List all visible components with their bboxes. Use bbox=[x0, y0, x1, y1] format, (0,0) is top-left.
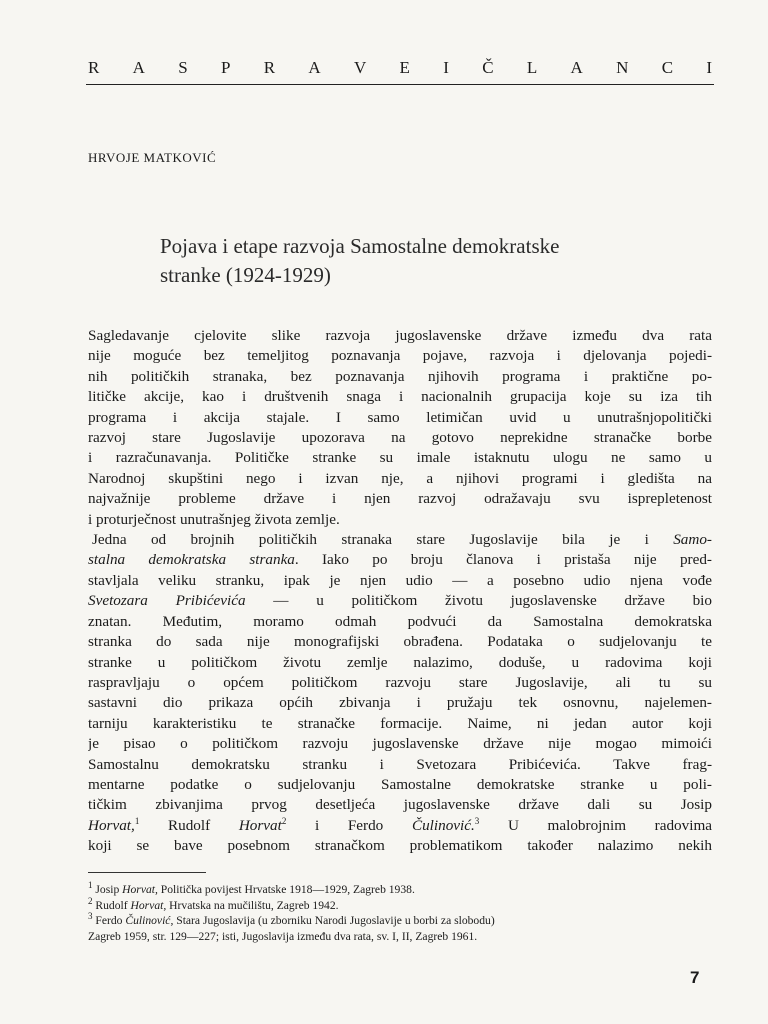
running-head-rule bbox=[86, 84, 714, 85]
body-line: razvoj stare Jugoslavije upozorava na gotovo neprekidne stranačke borbe bbox=[88, 429, 712, 447]
italic-run: Horvat bbox=[238, 816, 282, 834]
footnote-1 bbox=[88, 882, 712, 898]
text-run: Politička povijest Hrvatske 1918—1929, Zagreb 1938. bbox=[157, 883, 415, 896]
body-line: litičke akcije, kao i društvenih snaga i nacionalnih grupacija koje su iza tih bbox=[88, 388, 712, 406]
text-run: i Ferdo bbox=[286, 816, 412, 834]
text-run: Josip bbox=[92, 883, 123, 896]
body-line: najvažnije probleme države i njen razvoj odražavaju svu isprepletenost bbox=[88, 490, 712, 508]
article-title bbox=[160, 232, 700, 290]
body-line bbox=[88, 530, 712, 550]
body-line: raspravljaju o općem političkom razvoju stare Jugoslavije, ali tu su bbox=[88, 673, 712, 691]
text-run: Jedna od brojnih političkih stranaka stare Jugoslavije bila je i bbox=[92, 531, 674, 549]
running-head-letter: C bbox=[661, 58, 674, 77]
running-head-letter: L bbox=[526, 58, 538, 77]
footnote-ref[interactable]: 2 bbox=[281, 815, 287, 826]
body-line: koji se bave posebnom stranačkom problematikom također nalazimo nekih bbox=[88, 837, 712, 855]
italic-run: Svetozara Pribićevića bbox=[88, 592, 246, 610]
body-line bbox=[88, 816, 712, 836]
body-line: znatan. Međutim, moramo odmah podvući da Samostalna demokratska bbox=[88, 612, 712, 630]
footnote-2 bbox=[88, 895, 712, 914]
footnote-number: 3 bbox=[88, 911, 93, 922]
article-title-line: stranke (1924-1929) bbox=[160, 263, 331, 287]
footnotes bbox=[88, 882, 712, 944]
running-head-letter: P bbox=[220, 58, 231, 77]
italic-run: Horvat, bbox=[88, 816, 135, 834]
footnote-3-continued: Zagreb 1959, str. 129—227; isti, Jugoslavija između dva rata, sv. I, II, Zagreb 1961. bbox=[88, 929, 478, 943]
body-line: nih političkih stranaka, bez poznavanja njihovih programa i praktične po- bbox=[88, 367, 712, 385]
running-head-letter: R bbox=[263, 58, 276, 77]
footnote-ref[interactable]: 3 bbox=[474, 815, 480, 826]
body-line: tarniju karakteristiku te stranačke formacije. Naime, ni jedan autor koji bbox=[88, 714, 712, 732]
running-head-letter: V bbox=[353, 58, 367, 77]
body-line: i proturječnost unutrašnjeg života zemlje. bbox=[88, 510, 340, 528]
body-line bbox=[88, 550, 712, 570]
paragraph bbox=[88, 530, 712, 857]
running-head-letter: A bbox=[308, 58, 321, 77]
italic-run: Horvat, bbox=[130, 898, 167, 912]
body-line bbox=[88, 591, 712, 611]
article-body bbox=[88, 326, 712, 857]
body-line: i razračunavanja. Političke stranke su imale istaknutu ulogu ne samo u bbox=[88, 449, 712, 467]
footnote-rule bbox=[88, 872, 206, 873]
italic-run: stalna demokratska stranka bbox=[88, 551, 295, 569]
text-run: . Iako po broju članova i pristaša nije pred- bbox=[294, 551, 712, 569]
body-line: stranke u političkom životu zemlje nalazimo, doduše, u radovima koji bbox=[88, 653, 712, 671]
italic-run: Samo- bbox=[673, 531, 712, 549]
running-head bbox=[88, 58, 712, 78]
paragraph bbox=[88, 326, 712, 530]
body-line: sastavni dio prikaza općih zbivanja i pružaju tek osnovnu, najelemen- bbox=[88, 694, 712, 712]
footnote-number: 1 bbox=[88, 880, 93, 891]
running-head-letter: A bbox=[570, 58, 583, 77]
page-number: 7 bbox=[690, 968, 700, 987]
article-title-line: Pojava i etape razvoja Samostalne demokratske bbox=[160, 234, 560, 258]
text-run: Stara Jugoslavija (u zborniku Narodi Jugoslavije u borbi za slobodu) bbox=[173, 914, 495, 928]
author-name: HRVOJE MATKOVIĆ bbox=[88, 150, 217, 165]
body-line: je pisao o političkom razvoju jugoslavenske države nije mogao mimoići bbox=[88, 735, 712, 753]
body-line: nije moguće bez temeljitog poznavanja pojave, razvoja i djelovanja pojedi- bbox=[88, 347, 712, 365]
body-line: Narodnoj skupštini nego i izvan nje, a njihovi programi i gledišta na bbox=[88, 469, 712, 487]
running-head-letter: I bbox=[706, 58, 712, 77]
text-run: Ferdo bbox=[92, 914, 126, 928]
body-line: Samostalnu demokratsku stranku i Svetozara Pribićevića. Takve frag- bbox=[88, 755, 712, 773]
running-head-letter: A bbox=[132, 58, 145, 77]
running-head-letter: E bbox=[399, 58, 410, 77]
running-head-letter: I bbox=[443, 58, 449, 77]
italic-run: Čulinović, bbox=[125, 914, 174, 928]
italic-run: Horvat, bbox=[122, 883, 158, 896]
text-run: U malobrojnim radovima bbox=[479, 816, 712, 834]
text-run: Rudolf bbox=[92, 898, 131, 912]
body-line: Sagledavanje cjelovite slike razvoja jugoslavenske države između dva rata bbox=[88, 327, 712, 344]
running-head-letter: Č bbox=[482, 58, 494, 77]
running-head-letter: R bbox=[88, 58, 100, 77]
body-line: mentarne podatke o sudjelovanju Samostalne demokratske stranke u poli- bbox=[88, 775, 712, 793]
body-line: tičkim zbivanjima prvog desetljeća jugoslavenske države dali su Josip bbox=[88, 796, 712, 814]
footnote-ref[interactable]: 1 bbox=[134, 815, 140, 826]
footnote-3 bbox=[88, 913, 712, 929]
body-line: stranka do sada nije monografijski obrađena. Podataka o sudjelovanju te bbox=[88, 633, 712, 651]
body-line: programa i akcija stajale. I samo letimičan uvid u unutrašnjopolitički bbox=[88, 408, 712, 426]
running-head-letter: S bbox=[178, 58, 188, 77]
running-head-letter: N bbox=[616, 58, 629, 77]
text-run: Rudolf bbox=[139, 816, 239, 834]
text-run: — u političkom životu jugoslavenske države bio bbox=[245, 592, 712, 610]
italic-run: Čulinović. bbox=[411, 816, 475, 834]
footnote-number: 2 bbox=[88, 895, 93, 906]
text-run: Hrvatska na mučilištu, Zagreb 1942. bbox=[166, 898, 339, 912]
body-line: stavljala veliku stranku, ipak je njen udio — a posebno udio njena vođe bbox=[88, 571, 712, 589]
